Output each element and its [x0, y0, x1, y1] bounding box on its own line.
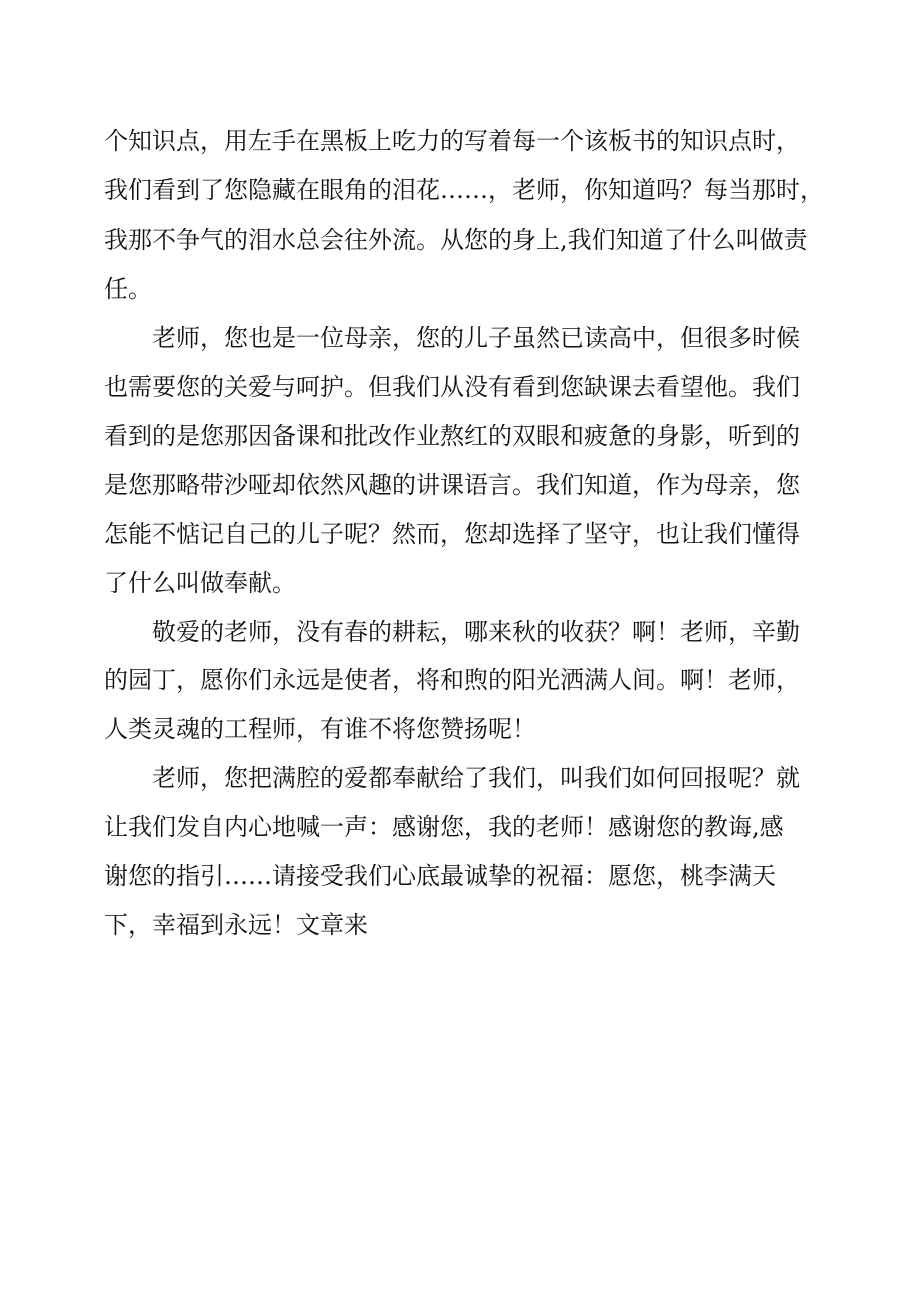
text-line: 任。 — [104, 275, 152, 303]
text-line: 敬爱的老师，没有春的耕耘，哪来秋的收获？啊！老师，辛勤 — [152, 618, 800, 646]
text-line: 我那不争气的泪水总会往外流。从您的身上,我们知道了什么叫做责 — [104, 226, 808, 254]
text-line: 谢您的指引……请接受我们心底最诚挚的祝福：愿您，桃李满天 — [104, 862, 776, 890]
text-line: 的园丁，愿你们永远是使者，将和煦的阳光洒满人间。啊！老师， — [104, 666, 800, 694]
text-line: 老师，您也是一位母亲，您的儿子虽然已读高中，但很多时候 — [152, 324, 800, 352]
text-line: 是您那略带沙哑却依然风趣的讲课语言。我们知道，作为母亲，您 — [104, 471, 800, 499]
text-line: 下，幸福到永远！文章来 — [104, 911, 368, 939]
text-line: 看到的是您那因备课和批改作业熬红的双眼和疲惫的身影，听到的 — [104, 422, 800, 450]
text-line: 也需要您的关爱与呵护。但我们从没有看到您缺课去看望他。我们 — [104, 373, 800, 401]
text-line: 老师，您把满腔的爱都奉献给了我们，叫我们如何回报呢？就 — [152, 764, 800, 792]
text-line: 了什么叫做奉献。 — [104, 569, 296, 597]
text-line: 让我们发自内心地喊一声：感谢您，我的老师！感谢您的教诲,感 — [104, 813, 784, 841]
text-line: 人类灵魂的工程师，有谁不将您赞扬呢！ — [104, 715, 536, 743]
text-line: 个知识点，用左手在黑板上吃力的写着每一个该板书的知识点时， — [104, 127, 800, 155]
text-line: 我们看到了您隐藏在眼角的泪花……，老师，你知道吗？每当那时， — [104, 176, 824, 204]
text-line: 怎能不惦记自己的儿子呢？然而，您却选择了坚守，也让我们懂得 — [104, 520, 800, 548]
